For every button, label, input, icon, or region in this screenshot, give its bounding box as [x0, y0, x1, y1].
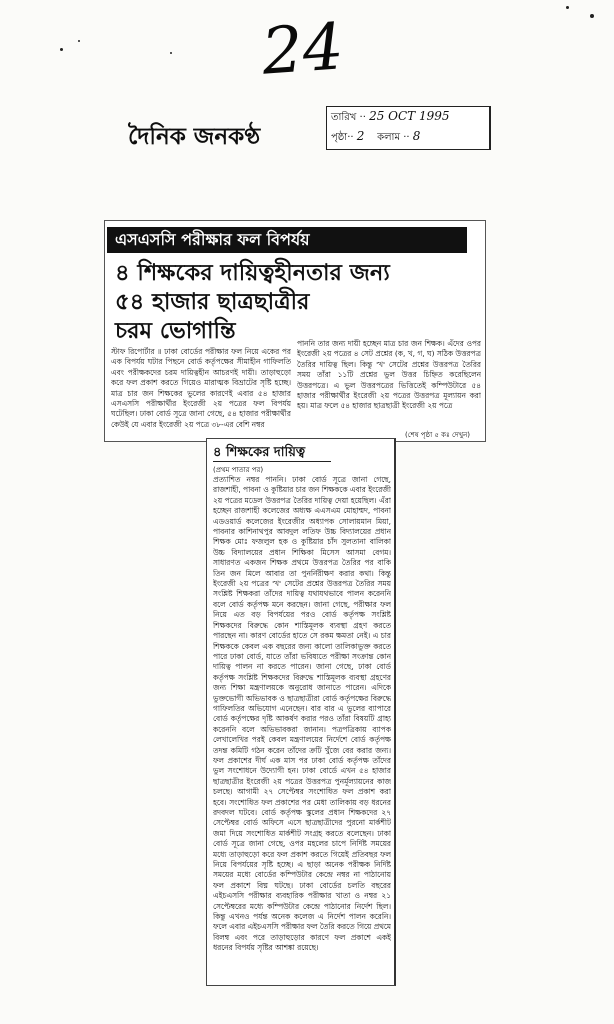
title-rule	[213, 461, 331, 462]
handwritten-number: 24	[259, 10, 346, 90]
page-column-row: পৃষ্ঠা·· 2 কলাম ·· 8	[331, 129, 421, 143]
continued-note: (শেষ পৃষ্ঠা ৫ কঃ দেখুন)	[405, 431, 471, 439]
headline-line-1: ৪ শিক্ষকের দায়িত্বহীনতার জন্য	[115, 260, 390, 286]
date-label: তারিখ	[331, 112, 357, 123]
column-label: কলাম	[377, 132, 401, 143]
scan-speck	[60, 48, 63, 51]
article-clipping-main	[104, 220, 486, 442]
article-column-1: স্টাফ রিপোর্টার ॥ ঢাকা বোর্ডের পরীক্ষার ফল নিয়ে একের পর এক বিপর্যয় ঘটার পিছনে বোর্ড কর্তৃপক্ষের সীমাহীন গাফিলতি এবং পরীক্ষকদের চরম দায়িত্বহীন আচরণই দায়ী। তাড়াহুড়ো করে ফল প্রকাশ করতে গিয়েও মারাত্মক বিভ্রাটের সৃষ্টি হচ্ছে। মাত্র চার জন শিক্ষকের ভুলের কারণেই এবার ৫৪ হাজার এসএসসি পরীক্ষার্থীর ইংরেজী ২য় পত্রের ফল বিপর্যয় ঘটেছিল। ঢাকা বোর্ড সূত্রে জানা গেছে, ৫৪ হাজার পরীক্ষার্থীর কেউই যে এবার ইংরেজী ২য় পত্রে ৩৮-এর বেশি নম্বর	[111, 347, 291, 429]
article-column-2: পাননি তার জন্য দায়ী হচ্ছেন মাত্র চার জন শিক্ষক। এঁদের ওপর ইংরেজী ২য় পত্রের ৪ সেট প্রশ্নের (ক, খ, গ, ঘ) সঠিক উত্তরপত্র তৈরির দায়িত্ব ছিল। কিন্তু 'খ' সেটের প্রশ্নের উত্তরপত্র তৈরির সময় তাঁরা ১১টি প্রশ্নের ভুল উত্তর চিহ্নিত করেছিলেন উত্তরপত্রে। এ ভুল উত্তরপত্রের ভিত্তিতেই কম্পিউটারে ৫৪ হাজার পরীক্ষার্থীর ইংরেজী ২য় পত্রের উত্তরপত্র মূল্যায়ন করা হয়। মাত্র ফলে ৫৪ হাজার ছাত্রছাত্রী ইংরেজী ২য় পত্রে	[297, 339, 481, 411]
column-value: 8	[412, 129, 421, 143]
article-clipping-continuation	[206, 438, 396, 986]
page-label: পৃষ্ঠা	[331, 132, 348, 143]
headline-line-2: ৫৪ হাজার ছাত্রছাত্রীর	[115, 289, 310, 315]
clipping-meta-box	[326, 106, 491, 150]
date-value: 25 OCT 1995	[369, 109, 450, 123]
newspaper-masthead: দৈনিক জনকণ্ঠ	[128, 124, 261, 150]
date-row: তারিখ ·· 25 OCT 1995	[331, 109, 450, 123]
continuation-body: প্রত্যাশিত নম্বর পাননি। ঢাকা বোর্ড সূত্রে জানা গেছে, রাজশাহী, পাবনা ও কুষ্টিয়ার চার জন শিক্ষককে এবার ইংরেজী ২য় পত্রের মডেল উত্তরপত্র তৈরির দায়িত্ব দেয়া হয়েছিল। এঁরা হচ্ছেন রাজশাহী কলেজের অধ্যক্ষ এএসএম মোহাম্মদ, পাবনা এডওয়ার্ড কলেজের ইংরেজীর অধ্যাপক সোলায়মান মিয়া, পাবনার কাশিনাথপুর আবদুল লতিফ উচ্চ বিদ্যালয়ের প্রধান শিক্ষক মোঃ ফজলুল হক ও কুষ্টিয়ার চাঁদ সুলতানা বালিকা উচ্চ বিদ্যালয়ের প্রধান শিক্ষিকা মিসেস আসমা বেগম। সাধারণত একজন শিক্ষক প্রথমে উত্তরপত্র তৈরির পর বাকি তিন জন মিলে আবার তা পুনর্নিরীক্ষণ করার কথা। কিন্তু ইংরেজী ২য় পত্রের 'খ' সেটের প্রশ্নের উত্তরপত্র তৈরির সময় সংশ্লিষ্ট শিক্ষকরা তাঁদের দায়িত্ব যথাযথভাবে পালন করেননি বলে বোর্ড কর্তৃপক্ষ মনে করছেন। জানা গেছে, পরীক্ষার ফল নিয়ে এত বড় বিপর্যয়ের পরও বোর্ড কর্তৃপক্ষ সংশ্লিষ্ট শিক্ষকদের বিরুদ্ধে কোন শাস্তিমূলক ব্যবস্থা গ্রহণ করতে পারছেন না। কারণ বোর্ডের হাতে সে রকম ক্ষমতা নেই। এ চার শিক্ষককে কেবল এক বছরের জন্য কালো তালিকাভুক্ত করতে পারে ঢাকা বোর্ড, যাতে তাঁরা ভবিষ্যতে পরীক্ষা সংক্রান্ত কোন দায়িত্ব পালন না করতে পারেন। জানা গেছে, ঢাকা বোর্ড কর্তৃপক্ষ সংশ্লিষ্ট শিক্ষকদের বিরুদ্ধে শাস্তিমূলক ব্যবস্থা গ্রহণের জন্য শিক্ষা মন্ত্রণালয়কে অনুরোধ জানাতে পারেন। এদিকে ভুক্তভোগী অভিভাবক ও ছাত্রছাত্রীরা বোর্ড কর্তৃপক্ষের বিরুদ্ধে গাফিলতির অভিযোগ এনেছেন। বার বার এ ভুলের ব্যাপারে বোর্ড কর্তৃপক্ষের দৃষ্টি আকর্ষণ করার পরও তাঁরা বিষয়টি গ্রাহ্য করেননি বলে অভিভাবকরা জানান। পত্রপত্রিকায় ব্যাপক লেখালেখির পরই কেবল মন্ত্রণালয়ের নির্দেশে বোর্ড কর্তৃপক্ষ তদন্ত কমিটি গঠন করেন তাঁদের ক্রটি খুঁজে বের করার জন্য। ফল প্রকাশের দীর্ঘ এক মাস পর ঢাকা বোর্ড কর্তৃপক্ষ তাঁদের ভুল সংশোধনে উদ্যোগী হন। ঢাকা বোর্ডে এখন ৫৪ হাজার ছাত্রছাত্রীর ইংরেজী ২য় পত্রের উত্তরপত্র পুনর্মূল্যায়নের কাজ চলছে। আগামী ২৭ সেপ্টেম্বর সংশোধিত ফল প্রকাশ করা হবে। সংশোধিত ফল প্রকাশের পর মেধা তালিকায় বড় ধরনের রদবদল ঘটবে। বোর্ড কর্তৃপক্ষ স্কুলের প্রধান শিক্ষকদের ২৭ সেপ্টেম্বর বোর্ড অফিসে এসে ছাত্রছাত্রীদের পুরনো মার্কশীট জমা দিয়ে সংশোধিত মার্কশীট সংগ্রহ করতে বলেছেন। ঢাকা বোর্ড সূত্রে জানা গেছে, ওপর মহলের চাপে নির্দিষ্ট সময়ের মধ্যে তাড়াহুড়ো করে ফল প্রকাশ করতে গিয়েই প্রতিবছর ফল নিয়ে বিপর্যয়ের সৃষ্টি হচ্ছে। এ ছাড়া অনেক পরীক্ষক নির্দিষ্ট সময়ের মধ্যে বোর্ডের কম্পিউটার কেন্দ্রে নম্বর না পাঠানোয় ফল প্রকাশে বিঘ্ন ঘটছে। ঢাকা বোর্ডের চলতি বছরের এইচএসসি পরীক্ষার ব্যবহারিক পরীক্ষার খাতা ও নম্বর ২১ সেপ্টেম্বরের মধ্যে কম্পিউটার কেন্দ্রে পাঠানোর নির্দেশ ছিল। কিন্তু এখনও পর্যন্ত অনেক কলেজ এ নির্দেশ পালন করেনি। ফলে এবার এইচএসসি পরীক্ষার ফল তৈরি করতে গিয়ে প্রথমে বিলম্ব এবং পরে তাড়াহুড়োর কারণে ফল প্রকাশে একই ধরনের বিপর্যয় সৃষ্টির আশঙ্কা রয়েছে।	[213, 475, 391, 953]
scan-speck	[78, 40, 80, 42]
continuation-subtitle: (প্রথম পাতার পর)	[213, 466, 264, 474]
scan-speck	[170, 52, 172, 54]
scan-speck	[590, 14, 594, 18]
page-value: 2	[356, 129, 365, 143]
article-headline	[115, 259, 477, 346]
continuation-title: ৪ শিক্ষকের দায়িত্ব	[213, 445, 306, 460]
scan-speck	[566, 6, 569, 9]
headline-line-3: চরম ভোগান্তি	[115, 318, 236, 344]
article-banner: এসএসসি পরীক্ষার ফল বিপর্যয়	[107, 227, 467, 253]
